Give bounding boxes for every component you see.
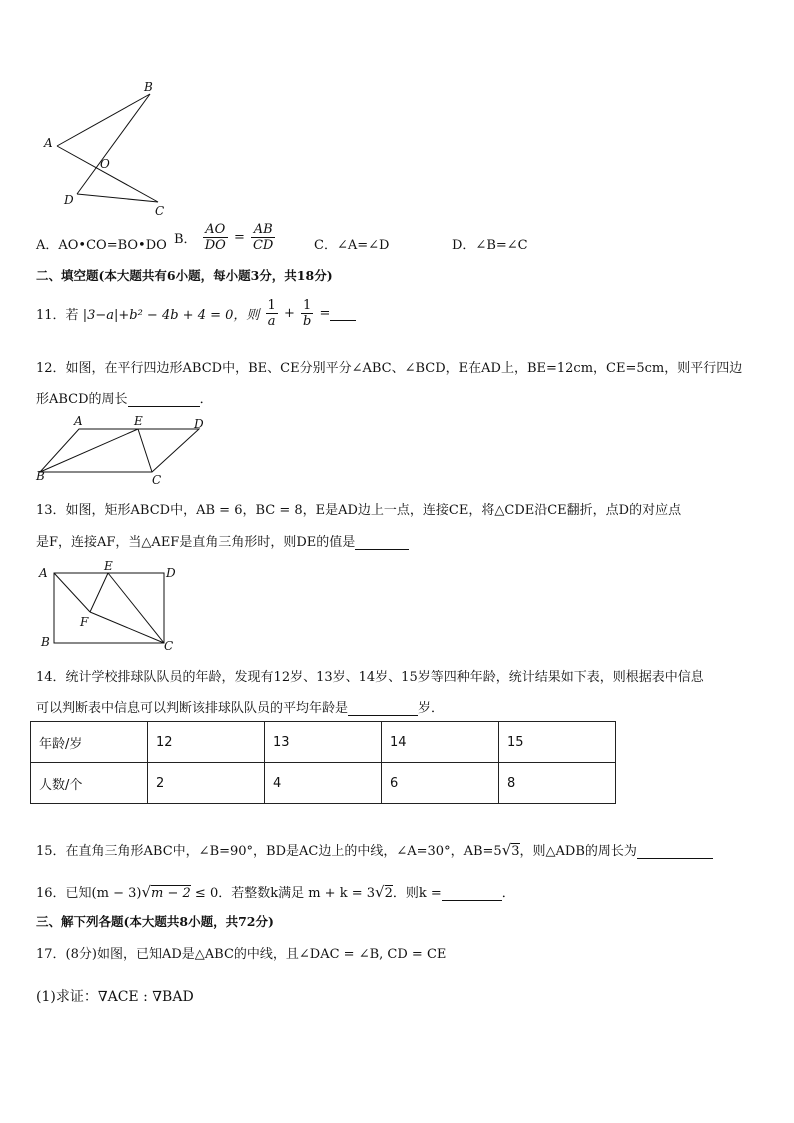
label-b: B [41,635,50,649]
label-b: B [36,469,45,483]
table-row [31,763,616,804]
q10-option-c: C．∠A=∠D [314,238,390,253]
answer-blank-q11[interactable] [330,306,356,321]
table-cell: 12 [148,722,265,763]
table-cell: 4 [265,763,382,804]
figure-q13 [36,560,186,652]
label-a: A [74,414,83,428]
label-c: C [164,639,174,652]
table-cell: 6 [382,763,499,804]
label-c: C [152,473,162,486]
label-d: D [166,566,176,580]
table-cell: 13 [265,722,382,763]
answer-blank-q14[interactable] [348,701,418,716]
label-c: C [155,204,165,218]
question-13-line2: 是F，连接AF，当△AEF是直角三角形时，则DE的值是 [36,531,409,550]
table-cell: 人数/个 [31,763,148,804]
table-cell: 8 [499,763,616,804]
q10-option-a: A．AO•CO=BO•DO [36,238,167,253]
label-d: D [194,417,204,431]
age-table [30,721,616,804]
answer-blank-q12[interactable] [128,392,200,407]
question-14-line2: 可以判断表中信息可以判断该排球队队员的平均年龄是 岁． [36,701,445,716]
table-cell: 年龄/岁 [31,722,148,763]
label-e: E [134,414,143,428]
answer-blank-q16[interactable] [442,886,502,901]
label-a: A [44,136,53,150]
question-16: 16．已知(m − 3)√m − 2 ≤ 0．若整数k满足 m + k = 3√2．则k = ． [36,883,515,901]
figure-q10 [40,76,180,221]
label-f: F [80,615,89,629]
table-cell: 15 [499,722,616,763]
q10-option-b: B． $\frac{AO}{DO}$ = $\frac{AB}{CD}$ [174,222,274,253]
table-row [31,722,616,763]
section-3-heading: 三、解下列各题(本大题共8小题，共72分) [36,914,274,929]
label-o: O [100,157,110,171]
label-d: D [64,193,74,207]
question-17-part-1: (1)求证：∇ACE : ∇BAD [36,989,194,1005]
label-e: E [104,560,113,573]
answer-blank-q15[interactable] [637,844,713,859]
section-2-heading: 二、填空题(本大题共有6小题，每小题3分，共18分) [36,268,333,283]
question-12-line1: 12．如图，在平行四边形ABCD中，BE、CE分别平分∠ABC、∠BCD，E在AD上，BE=12cm，CE=5cm，则平行四边 [36,361,743,376]
label-b: B [144,80,153,94]
question-14-line1: 14．统计学校排球队队员的年龄，发现有12岁、13岁、14岁、15岁等四种年龄，统计结果如下表，则根据表中信息 [36,670,704,685]
question-12-line2: 形ABCD的周长 ． [36,392,213,407]
question-15: 15．在直角三角形ABC中，∠B=90°，BD是AC边上的中线，∠A=30°，AB=5√3，则△ADB的周长为 [36,840,713,859]
q10-option-d: D．∠B=∠C [452,238,528,253]
table-cell: 2 [148,763,265,804]
question-13-line1: 13．如图，矩形ABCD中，AB = 6，BC = 8，E是AD边上一点，连接CE，将△CDE沿CE翻折，点D的对应点 [36,503,682,518]
question-17: 17．(8分)如图，已知AD是△ABC的中线，且∠DAC = ∠B, CD = CE [36,947,447,962]
question-11: 11．若 |3−a|+b² − 4b + 4 = 0，则 $\frac{1}{a}$ + $\frac{1}{b}$ = [36,298,356,329]
label-a: A [39,566,48,580]
figure-q12 [34,414,214,486]
table-cell: 14 [382,722,499,763]
answer-blank-q13[interactable] [355,535,409,550]
